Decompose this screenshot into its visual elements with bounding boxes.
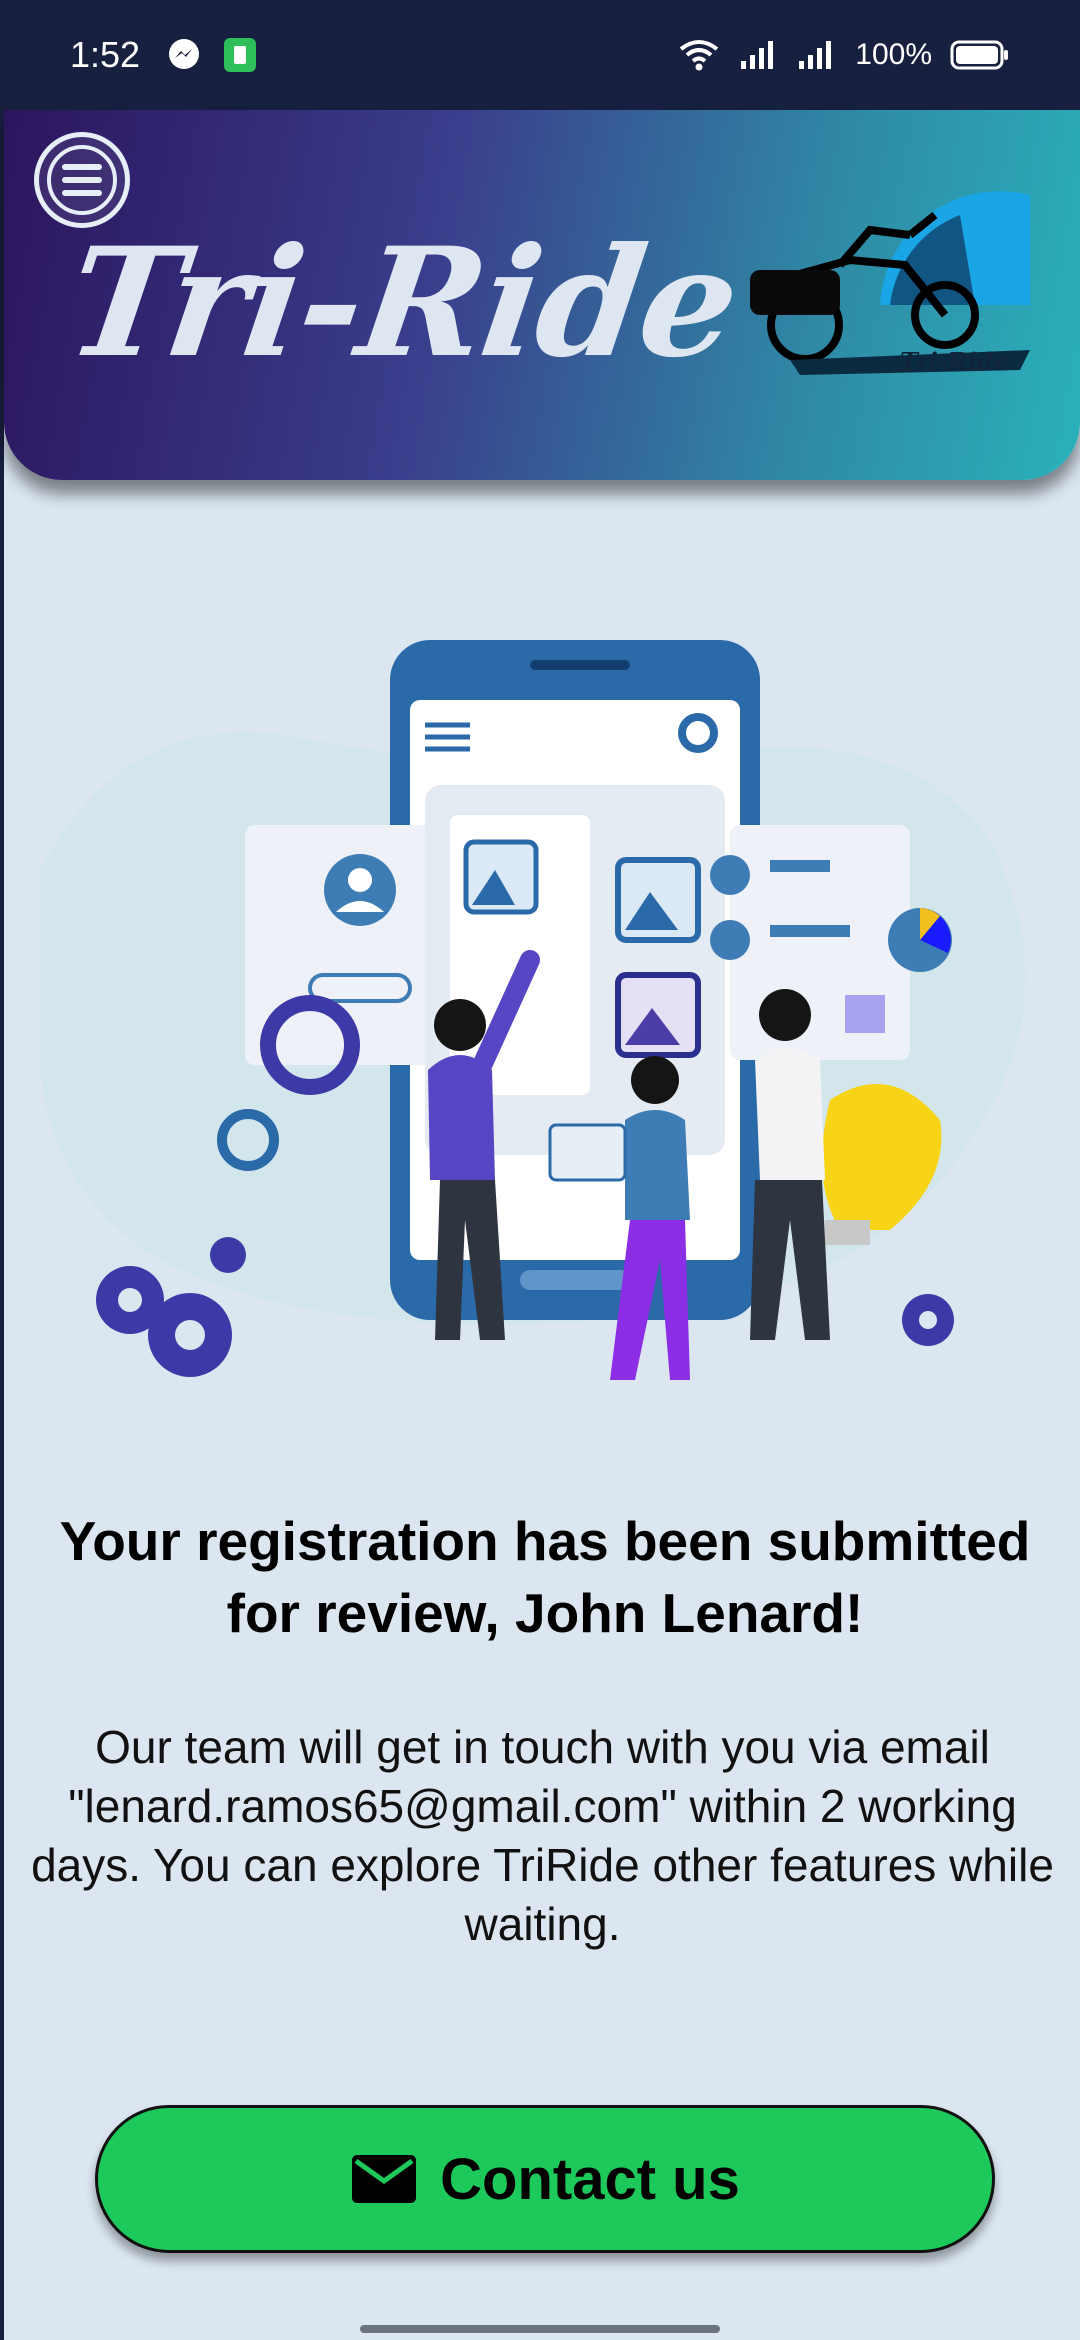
contact-us-button[interactable] <box>95 2105 995 2253</box>
hamburger-menu-icon <box>47 145 117 215</box>
registration-title: Your registration has been submitted for review, John Lenard! <box>59 1510 1031 1644</box>
messenger-icon <box>166 37 202 73</box>
app-logo-text: Tri-Ride <box>57 215 748 391</box>
tricycle-logo-icon <box>730 175 1060 395</box>
contact-us-label: Contact us <box>440 2146 740 2212</box>
team-illustration <box>10 620 1070 1400</box>
sim-app-icon <box>222 36 258 74</box>
status-bar <box>0 0 1080 110</box>
signal-icon <box>797 39 837 71</box>
wifi-icon <box>677 37 721 73</box>
status-time: 1:52 <box>70 34 141 75</box>
battery-percent: 100% <box>855 38 932 71</box>
home-indicator[interactable] <box>360 2325 720 2333</box>
battery-icon <box>950 39 1010 71</box>
menu-button[interactable] <box>34 132 130 228</box>
signal-icon <box>739 39 779 71</box>
registration-info-text: Our team will get in touch with you via email "lenard.ramos65@gmail.com" within 2 working days. You can explore TriRide other features while waiting. <box>31 1721 1054 1950</box>
mail-icon <box>350 2153 418 2205</box>
emblem-text: Tri-Ride <box>900 347 1009 376</box>
